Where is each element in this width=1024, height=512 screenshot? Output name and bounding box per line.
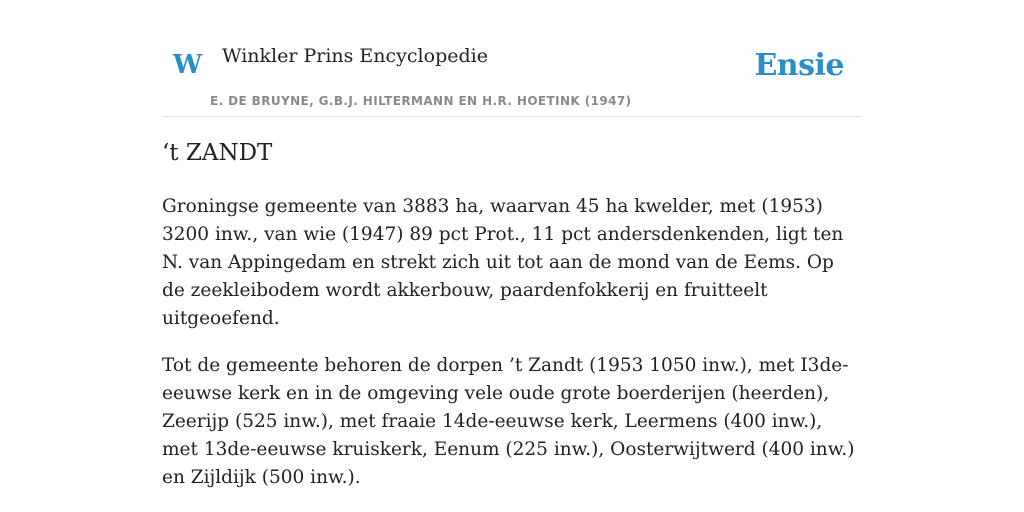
page xyxy=(162,0,862,488)
ensie-logo[interactable]: Ensie xyxy=(754,48,844,83)
source-header xyxy=(162,0,862,117)
encyclopedia-logo[interactable]: W xyxy=(173,50,203,80)
entry-paragraph: Tot de gemeente behoren de dorpen ’t Zandt (1953 1050 inw.), met I3de-eeuwse kerk en in de omgeving vele oude grote boerderijen (heerden), Zeerijp (525 inw.), met fraaie 14de-eeuwse kerk, Leermens (400 inw.), met 13de-eeuwse kruiskerk, Eenum (225 inw.), Oosterwijtwerd (400 inw.) en Zijldijk (500 inw.). xyxy=(162,355,855,488)
source-title[interactable]: Winkler Prins Encyclopedie xyxy=(222,45,488,67)
entry-title: ‘t ZANDT xyxy=(162,140,273,166)
source-authors: E. DE BRUYNE, G.B.J. HILTERMANN EN H.R. HOETINK (1947) xyxy=(210,94,632,108)
entry-body xyxy=(162,193,862,511)
entry-paragraph: Groningse gemeente van 3883 ha, waarvan 45 ha kwelder, met (1953) 3200 inw., van wie (1947) 89 pct Prot., 11 pct andersdenkenden, ligt ten N. van Appingedam en strekt zich uit tot aan de mond van de Eems. Op de zeekleibodem wordt akkerbouw, paardenfokkerij en fruitteelt uitgeoefend. xyxy=(162,196,844,329)
